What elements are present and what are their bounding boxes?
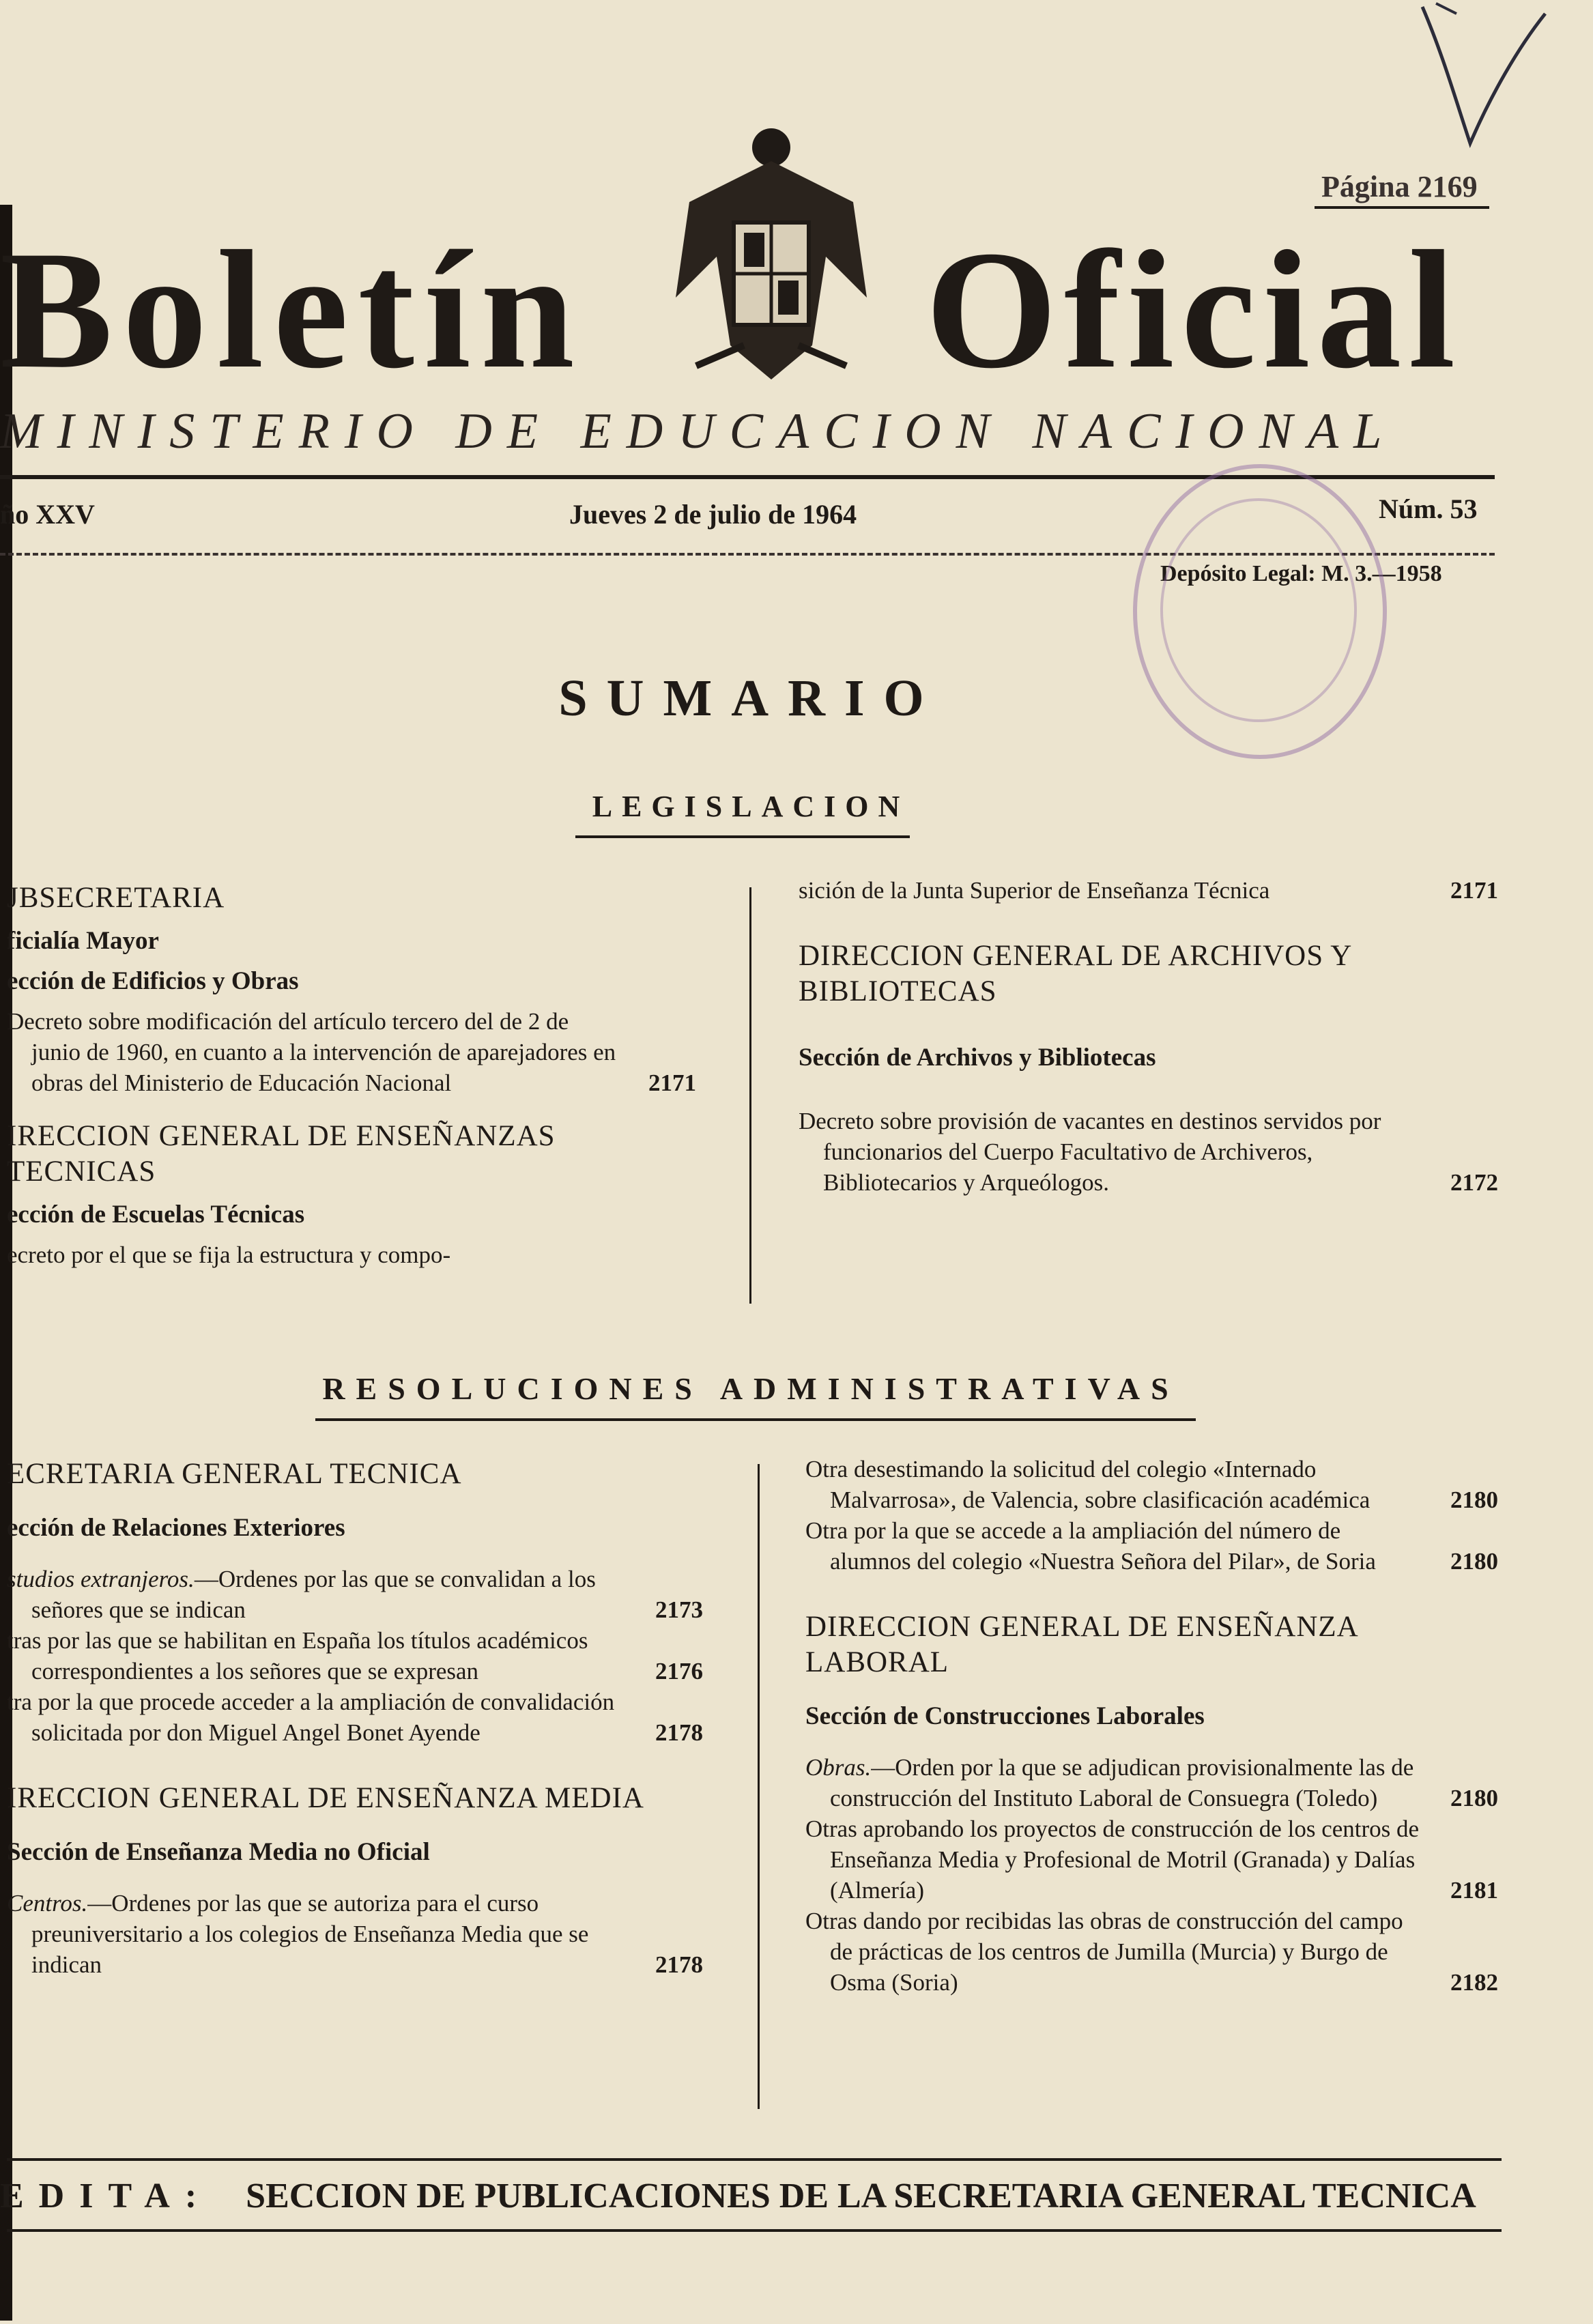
entry-label: Centros. — [7, 1890, 88, 1917]
footer-rule-bottom — [7, 2229, 1502, 2232]
entry-page: 2173 — [655, 1596, 703, 1623]
list-item — [805, 1454, 1498, 1515]
column-divider-resoluciones — [758, 1464, 760, 2109]
list-item — [7, 1625, 703, 1687]
footer-edita — [0, 2176, 1476, 2216]
entry-page: 2182 — [1450, 1969, 1498, 1996]
entry-text: —Ordenes por las que se convalidan a los señores que se indican — [31, 1566, 596, 1623]
footer-edita-label: EDITA: — [0, 2177, 212, 2215]
ministry-title: MINISTERIO DE EDUCACION NACIONAL — [0, 403, 1397, 459]
entry-page: 2176 — [655, 1658, 703, 1684]
legislacion-rule — [575, 835, 910, 838]
section-dg-archivos: DIRECCION GENERAL DE ARCHIVOS Y BIBLIOTECAS — [799, 940, 1351, 1007]
entry-page: 2178 — [655, 1951, 703, 1978]
entry-page: 2178 — [655, 1719, 703, 1746]
entry-page: 2180 — [1450, 1785, 1498, 1811]
section-media: Sección de Enseñanza Media no Oficial — [7, 1838, 430, 1866]
column-divider-legislacion — [749, 887, 751, 1304]
section-dg-laboral: DIRECCION GENERAL DE ENSEÑANZA LABORAL — [805, 1611, 1358, 1678]
entry-text: tras por las que se habilitan en España los títulos académicos correspondientes a los señores que se expresan — [7, 1627, 588, 1684]
section-dg-media: IRECCION GENERAL DE ENSEÑANZA MEDIA — [7, 1782, 644, 1814]
entry-text: Otras aprobando los proyectos de construcción de los centros de Enseñanza Media y Profesional de Motril (Granada) y Dalías (Almería) — [805, 1816, 1420, 1904]
entry-text: —Orden por la que se adjudican provisionalmente las de construcción del Instituto Laboral de Consuegra (Toledo) — [830, 1754, 1414, 1811]
list-item — [7, 1687, 703, 1748]
entry-text: tra por la que procede acceder a la ampliación de convalidación solicitada por don Miguel Angel Bonet Ayende — [7, 1689, 615, 1746]
coat-of-arms-eagle-icon — [669, 120, 874, 386]
list-item — [805, 1813, 1498, 1906]
list-item — [805, 1515, 1498, 1577]
entry-label: Obras. — [805, 1754, 872, 1781]
list-item — [7, 1564, 703, 1625]
section-escuelas: ección de Escuelas Técnicas — [7, 1201, 305, 1229]
pencil-mark-icon — [1416, 0, 1552, 157]
footer-publisher: SECCION DE PUBLICACIONES DE LA SECRETARIA GENERAL TECNICA — [246, 2177, 1476, 2215]
section-relaciones: ección de Relaciones Exteriores — [7, 1514, 345, 1542]
resoluciones-right-column — [805, 1454, 1498, 1998]
entry-text: Otras dando por recibidas las obras de construcción del campo de prácticas de los centros de Jumilla (Murcia) y Burgo de Osma (Soria) — [805, 1908, 1403, 1996]
legislacion-right-column — [799, 875, 1498, 1198]
resoluciones-rule — [315, 1418, 1196, 1421]
list-item — [7, 1239, 696, 1270]
section-dg-ensenanzas: IRECCION GENERAL DE ENSEÑANZAS TECNICAS — [7, 1120, 556, 1188]
list-item — [799, 875, 1498, 906]
list-item — [805, 1752, 1498, 1813]
masthead-boletin: Boletín — [0, 216, 584, 403]
section-archivos: Sección de Archivos y Bibliotecas — [799, 1044, 1156, 1072]
entry-page: 2171 — [648, 1070, 696, 1096]
section-subsecretaria: JBSECRETARIA — [7, 882, 225, 914]
list-item — [7, 1006, 696, 1098]
deposito-legal: Depósito Legal: M. 3.—1958 — [1160, 561, 1442, 586]
entry-page: 2171 — [1450, 877, 1498, 904]
entry-text: Decreto sobre modificación del artículo tercero del de 2 de junio de 1960, en cuanto a la intervención de aparejadores en obras del Ministerio de Educación Nacional — [7, 1008, 616, 1096]
list-item — [7, 1888, 703, 1980]
list-item — [805, 1906, 1498, 1998]
year-label: ño XXV — [0, 499, 95, 530]
resoluciones-left-column — [7, 1457, 703, 1980]
entry-page: 2172 — [1450, 1169, 1498, 1196]
legislacion-left-column — [7, 880, 696, 1270]
resoluciones-heading: RESOLUCIONES ADMINISTRATIVAS — [322, 1371, 1179, 1406]
entry-page: 2181 — [1450, 1877, 1498, 1904]
entry-text: Otra desestimando la solicitud del colegio «Internado Malvarrosa», de Valencia, sobre clasificación académica — [805, 1456, 1370, 1513]
entry-text: sición de la Junta Superior de Enseñanza Técnica — [799, 877, 1270, 904]
masthead-oficial: Oficial — [925, 216, 1463, 403]
issue-number: Núm. 53 — [1379, 493, 1478, 524]
entry-label: studios extranjeros. — [7, 1566, 195, 1592]
entry-text: Decreto sobre provisión de vacantes en destinos servidos por funcionarios del Cuerpo Facultativo de Archiveros, Bibliotecarios y Arqueólogos. — [799, 1108, 1381, 1196]
footer-rule-top — [7, 2158, 1502, 2161]
section-oficialia: ficialía Mayor — [7, 927, 159, 955]
section-edificios: ección de Edificios y Obras — [7, 967, 299, 995]
list-item — [799, 1106, 1498, 1198]
entry-page: 2180 — [1450, 1487, 1498, 1513]
entry-text: —Ordenes por las que se autoriza para el curso preuniversitario a los colegios de Enseñanza Media que se indican — [31, 1890, 589, 1978]
entry-text: Otra por la que se accede a la ampliación del número de alumnos del colegio «Nuestra Señora del Pilar», de Soria — [805, 1517, 1376, 1575]
sumario-heading: SUMARIO — [558, 670, 943, 727]
legislacion-heading: LEGISLACION — [592, 790, 910, 823]
entry-page: 2180 — [1450, 1548, 1498, 1575]
section-sgt: ECRETARIA GENERAL TECNICA — [7, 1458, 462, 1490]
page-number: Página 2169 — [1321, 170, 1478, 203]
entry-text: ecreto por el que se fija la estructura y compo- — [7, 1242, 451, 1268]
issue-date: Jueves 2 de julio de 1964 — [569, 499, 857, 530]
page-number-rule — [1315, 206, 1489, 209]
section-construcciones: Sección de Construcciones Laborales — [805, 1702, 1205, 1730]
